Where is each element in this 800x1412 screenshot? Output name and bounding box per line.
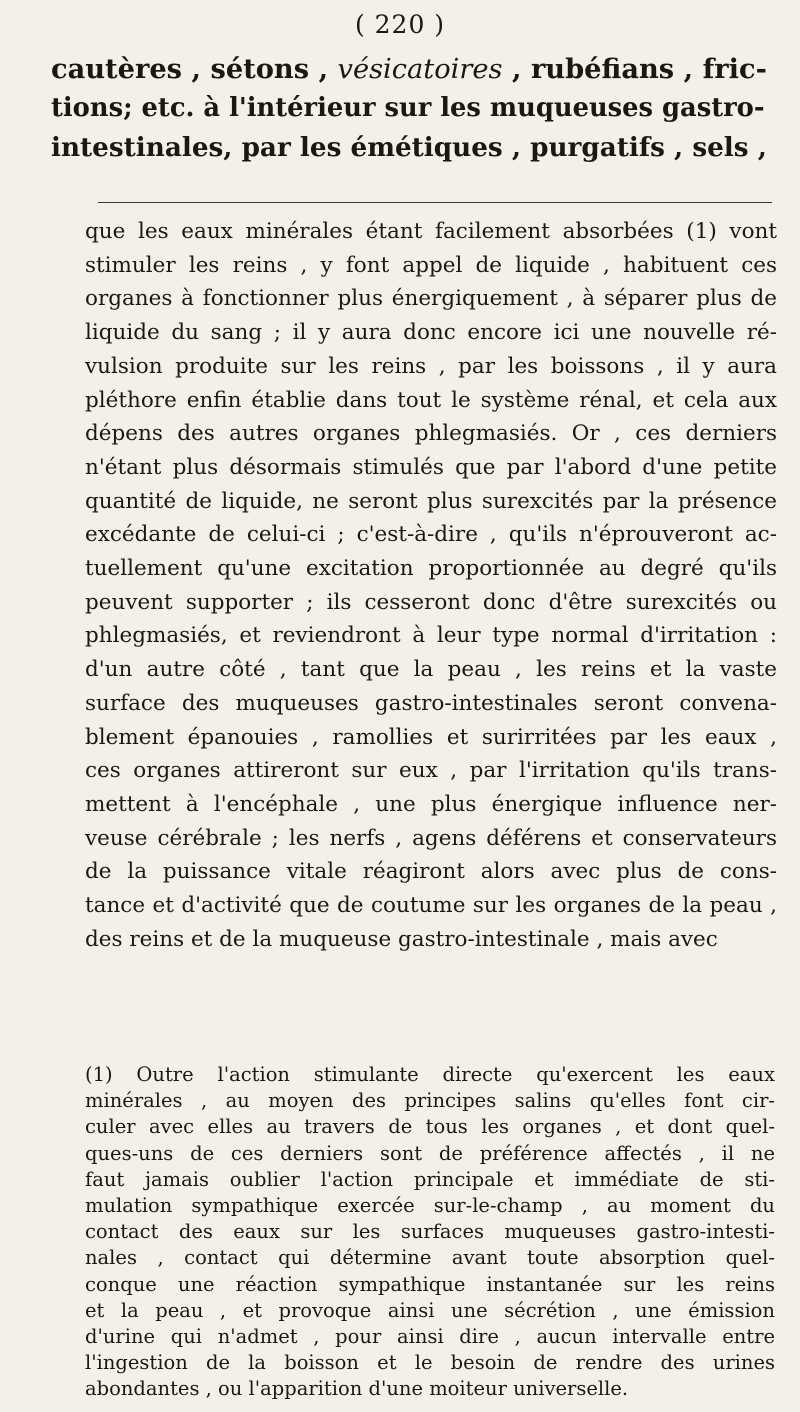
- text-line: abondantes , ou l'apparition d'une moiteur universelle.: [85, 1377, 629, 1401]
- text-line: vulsion produite sur les reins , par les boissons , il y aura: [85, 353, 777, 379]
- text-line: intestinales, par les émétiques , purgatifs , sels ,: [51, 132, 767, 163]
- text-line: tions; etc. à l'intérieur sur les muqueuses gastro-: [51, 93, 765, 123]
- text-line: pléthore enfin établie dans tout le système rénal, et cela aux: [85, 387, 777, 413]
- text-line: mulation sympathique exercée sur-le-champ , au moment du: [85, 1194, 775, 1218]
- text-line: tuellement qu'une excitation proportionnée au degré qu'ils: [85, 556, 777, 582]
- text-line: blement épanouies , ramollies et surirritées par les eaux ,: [85, 724, 777, 750]
- text-line: veuse cérébrale ; les nerfs , agens déférens et conservateurs: [85, 825, 777, 851]
- text-line: quantité de liquide, ne seront plus surexcités par la présence: [85, 488, 777, 514]
- text-line: peuvent supporter ; ils cesseront donc d'être surexcités ou: [85, 589, 777, 615]
- page-number: ( 220 ): [354, 10, 446, 39]
- horizontal-rule: [98, 202, 772, 203]
- text-line: ques-uns de ces derniers sont de préférence affectés , il ne: [85, 1141, 775, 1165]
- text-line: [51, 50, 769, 89]
- text-line: l'ingestion de la boisson et le besoin de rendre des urines: [85, 1351, 775, 1375]
- text-line: excédante de celui-ci ; c'est-à-dire , qu'ils n'éprouveront ac-: [85, 522, 777, 548]
- text-line: conque une réaction sympathique instantanée sur les reins: [85, 1272, 775, 1296]
- text-line: organes à fonctionner plus énergiquement , à séparer plus de: [85, 286, 777, 312]
- text-line: stimuler les reins , y font appel de liquide , habituent ces: [85, 252, 777, 278]
- text-line: phlegmasiés, et reviendront à leur type normal d'irritation :: [85, 623, 777, 649]
- text-line: (1) Outre l'action stimulante directe qu'exercent les eaux: [85, 1063, 775, 1086]
- text-line: que les eaux minérales étant facilement absorbées (1) vont: [85, 219, 777, 244]
- main-paragraph: [85, 215, 777, 956]
- text-line: minérales , au moyen des principes salins qu'elles font cir-: [85, 1089, 775, 1113]
- footnote: [85, 1062, 775, 1403]
- text-line: des reins et de la muqueuse gastro-intestinale , mais avec: [85, 926, 718, 952]
- text-line: faut jamais oublier l'action principale et immédiate de sti-: [85, 1167, 775, 1191]
- text-line: et la peau , et provoque ainsi une sécrétion , une émission: [85, 1298, 775, 1322]
- text-line: liquide du sang ; il y aura donc encore ici une nouvelle ré-: [85, 320, 777, 346]
- text-line: n'étant plus désormais stimulés que par l'abord d'une petite: [85, 454, 777, 480]
- text-line: culer avec elles au travers de tous les organes , et dont quel-: [85, 1115, 775, 1139]
- text-line: tance et d'activité que de coutume sur les organes de la peau ,: [85, 893, 777, 919]
- text-line: d'un autre côté , tant que la peau , les reins et la vaste: [85, 657, 777, 683]
- text-line: contact des eaux sur les surfaces muqueuses gastro-intesti-: [85, 1220, 775, 1244]
- text-line: ces organes attireront sur eux , par l'irritation qu'ils trans-: [85, 758, 777, 784]
- text-line: dépens des autres organes phlegmasiés. Or , ces derniers: [85, 421, 777, 447]
- text-line: mettent à l'encéphale , une plus énergique influence ner-: [85, 791, 777, 817]
- continued-paragraph-top: [51, 50, 769, 167]
- italic-term: vésicatoires: [337, 54, 503, 85]
- text-fragment: cautères , sétons ,: [51, 53, 338, 85]
- text-line: surface des muqueuses gastro-intestinales seront convena-: [85, 690, 777, 716]
- text-fragment: , rubéfians , fric-: [502, 53, 767, 85]
- text-line: nales , contact qui détermine avant toute absorption quel-: [85, 1246, 775, 1270]
- text-line: d'urine qui n'admet , pour ainsi dire , aucun intervalle entre: [85, 1325, 775, 1349]
- text-line: de la puissance vitale réagiront alors avec plus de cons-: [85, 859, 777, 885]
